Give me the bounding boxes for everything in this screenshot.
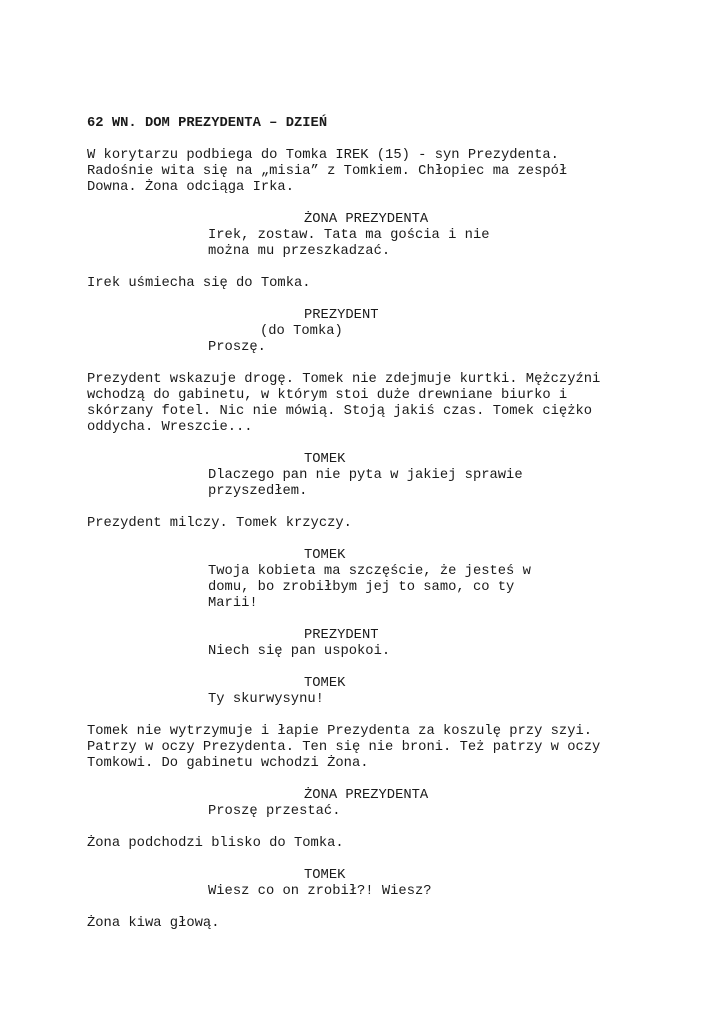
dialogue-block: [87, 788, 667, 820]
dialogue-line: Twoja kobieta ma szczęście, że jesteś w: [208, 564, 531, 579]
dialogue-line: Proszę.: [208, 340, 266, 355]
scene-heading: 62 WN. DOM PREZYDENTA – DZIEŃ: [87, 116, 328, 131]
dialogue-block: [87, 868, 667, 900]
dialogue-block: [87, 676, 667, 708]
action-line: Prezydent milczy. Tomek krzyczy.: [87, 516, 352, 531]
dialogue-line: można mu przeszkadzać.: [208, 244, 391, 259]
dialogue-block: [87, 308, 667, 356]
action-paragraph: [87, 516, 667, 532]
action-line: Żona podchodzi blisko do Tomka.: [87, 836, 344, 851]
action-line: Irek uśmiecha się do Tomka.: [87, 276, 311, 291]
action-line: oddycha. Wreszcie...: [87, 420, 253, 435]
action-line: Tomkowi. Do gabinetu wchodzi Żona.: [87, 756, 369, 771]
character-name: PREZYDENT: [304, 628, 379, 643]
character-name: TOMEK: [304, 548, 346, 563]
action-line: Żona kiwa głową.: [87, 916, 220, 931]
character-name: TOMEK: [304, 676, 346, 691]
action-paragraph: [87, 148, 667, 196]
dialogue-line: Wiesz co on zrobił?! Wiesz?: [208, 884, 432, 899]
action-paragraph: [87, 836, 667, 852]
action-line: Radośnie wita się na „misia” z Tomkiem. Chłopiec ma zespół: [87, 164, 568, 179]
dialogue-line: Niech się pan uspokoi.: [208, 644, 391, 659]
dialogue-line: Irek, zostaw. Tata ma gościa i nie: [208, 228, 490, 243]
dialogue-block: [87, 452, 667, 500]
dialogue-line: Marii!: [208, 596, 258, 611]
action-line: W korytarzu podbiega do Tomka IREK (15) - syn Prezydenta.: [87, 148, 559, 163]
action-line: Tomek nie wytrzymuje i łapie Prezydenta za koszulę przy szyi.: [87, 724, 593, 739]
dialogue-line: domu, bo zrobiłbym jej to samo, co ty: [208, 580, 515, 595]
action-line: Prezydent wskazuje drogę. Tomek nie zdejmuje kurtki. Mężczyźni: [87, 372, 601, 387]
action-line: Patrzy w oczy Prezydenta. Ten się nie broni. Też patrzy w oczy: [87, 740, 601, 755]
dialogue-block: [87, 212, 667, 260]
character-name: PREZYDENT: [304, 308, 379, 323]
dialogue-block: [87, 548, 667, 612]
character-name: ŻONA PREZYDENTA: [304, 212, 429, 227]
dialogue-line: Proszę przestać.: [208, 804, 341, 819]
dialogue-block: [87, 628, 667, 660]
dialogue-line: Ty skurwysynu!: [208, 692, 324, 707]
action-line: Downa. Żona odciąga Irka.: [87, 180, 294, 195]
action-paragraph: [87, 724, 667, 772]
dialogue-line: Dlaczego pan nie pyta w jakiej sprawie: [208, 468, 523, 483]
screenplay-body: [87, 116, 667, 948]
character-name: TOMEK: [304, 452, 346, 467]
character-name: TOMEK: [304, 868, 346, 883]
character-name: ŻONA PREZYDENTA: [304, 788, 429, 803]
action-paragraph: [87, 916, 667, 932]
action-paragraph: [87, 372, 667, 436]
parenthetical: (do Tomka): [260, 324, 343, 339]
action-line: skórzany fotel. Nic nie mówią. Stoją jakiś czas. Tomek ciężko: [87, 404, 593, 419]
scene-content: [87, 148, 667, 932]
action-line: wchodzą do gabinetu, w którym stoi duże drewniane biurko i: [87, 388, 568, 403]
action-paragraph: [87, 276, 667, 292]
dialogue-line: przyszedłem.: [208, 484, 308, 499]
